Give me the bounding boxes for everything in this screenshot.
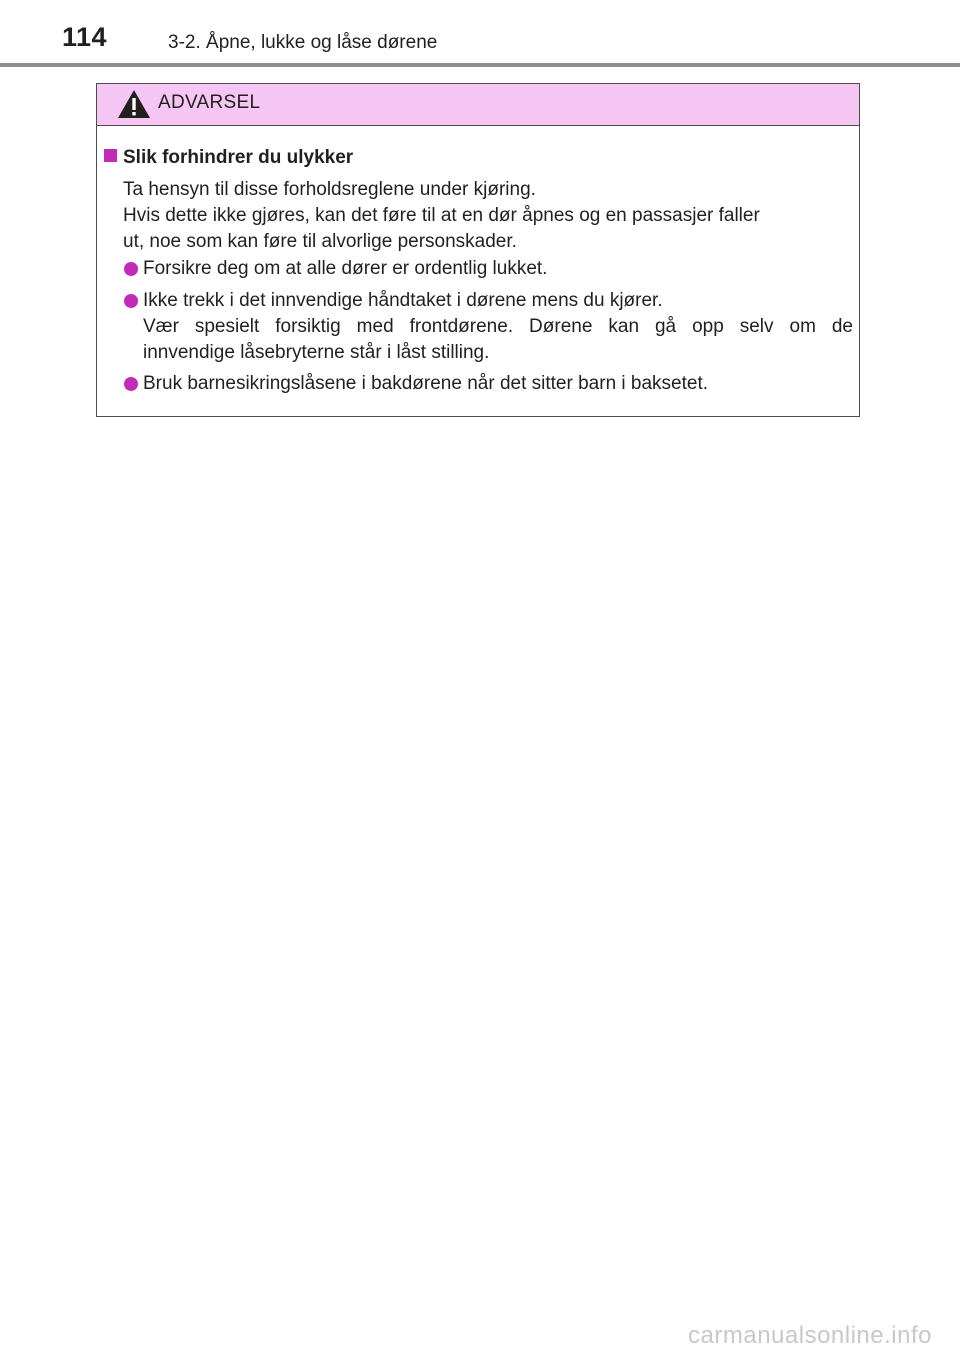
list-item (123, 288, 853, 366)
warning-box (96, 83, 860, 417)
warning-title: ADVARSEL (158, 92, 261, 113)
list-item (123, 371, 853, 397)
watermark: carmanualsonline.info (688, 1322, 932, 1349)
list-item-line: Vær spesielt forsiktig med frontdørene. Dørene kan gå opp selv om de (143, 316, 853, 337)
warning-intro (123, 177, 851, 255)
dot-bullet-icon (124, 294, 138, 308)
list-item-line: Forsikre deg om at alle dører er ordentlig lukket. (143, 258, 548, 279)
section-title: 3-2. Åpne, lukke og låse dørene (168, 32, 438, 53)
dot-bullet-icon (124, 377, 138, 391)
warning-triangle-icon (117, 89, 151, 119)
list-item-line: Bruk barnesikringslåsene i bakdørene når det sitter barn i baksetet. (143, 373, 709, 394)
list-item-line: Ikke trekk i det innvendige håndtaket i dørene mens du kjører. (143, 290, 663, 311)
square-bullet-icon (104, 149, 117, 162)
subheading-text: Slik forhindrer du ulykker (123, 147, 354, 168)
list-item-line: innvendige låsebryterne står i låst stilling. (143, 342, 490, 363)
header-divider (0, 63, 960, 67)
list-item (123, 256, 853, 282)
intro-line: Hvis dette ikke gjøres, kan det føre til at en dør åpnes og en passasjer faller (123, 205, 760, 226)
intro-line: ut, noe som kan føre til alvorlige personskader. (123, 231, 517, 252)
page-number: 114 (62, 22, 108, 52)
warning-subheading (104, 148, 353, 167)
warning-header (97, 84, 859, 126)
intro-line: Ta hensyn til disse forholdsreglene under kjøring. (123, 179, 536, 200)
dot-bullet-icon (124, 262, 138, 276)
